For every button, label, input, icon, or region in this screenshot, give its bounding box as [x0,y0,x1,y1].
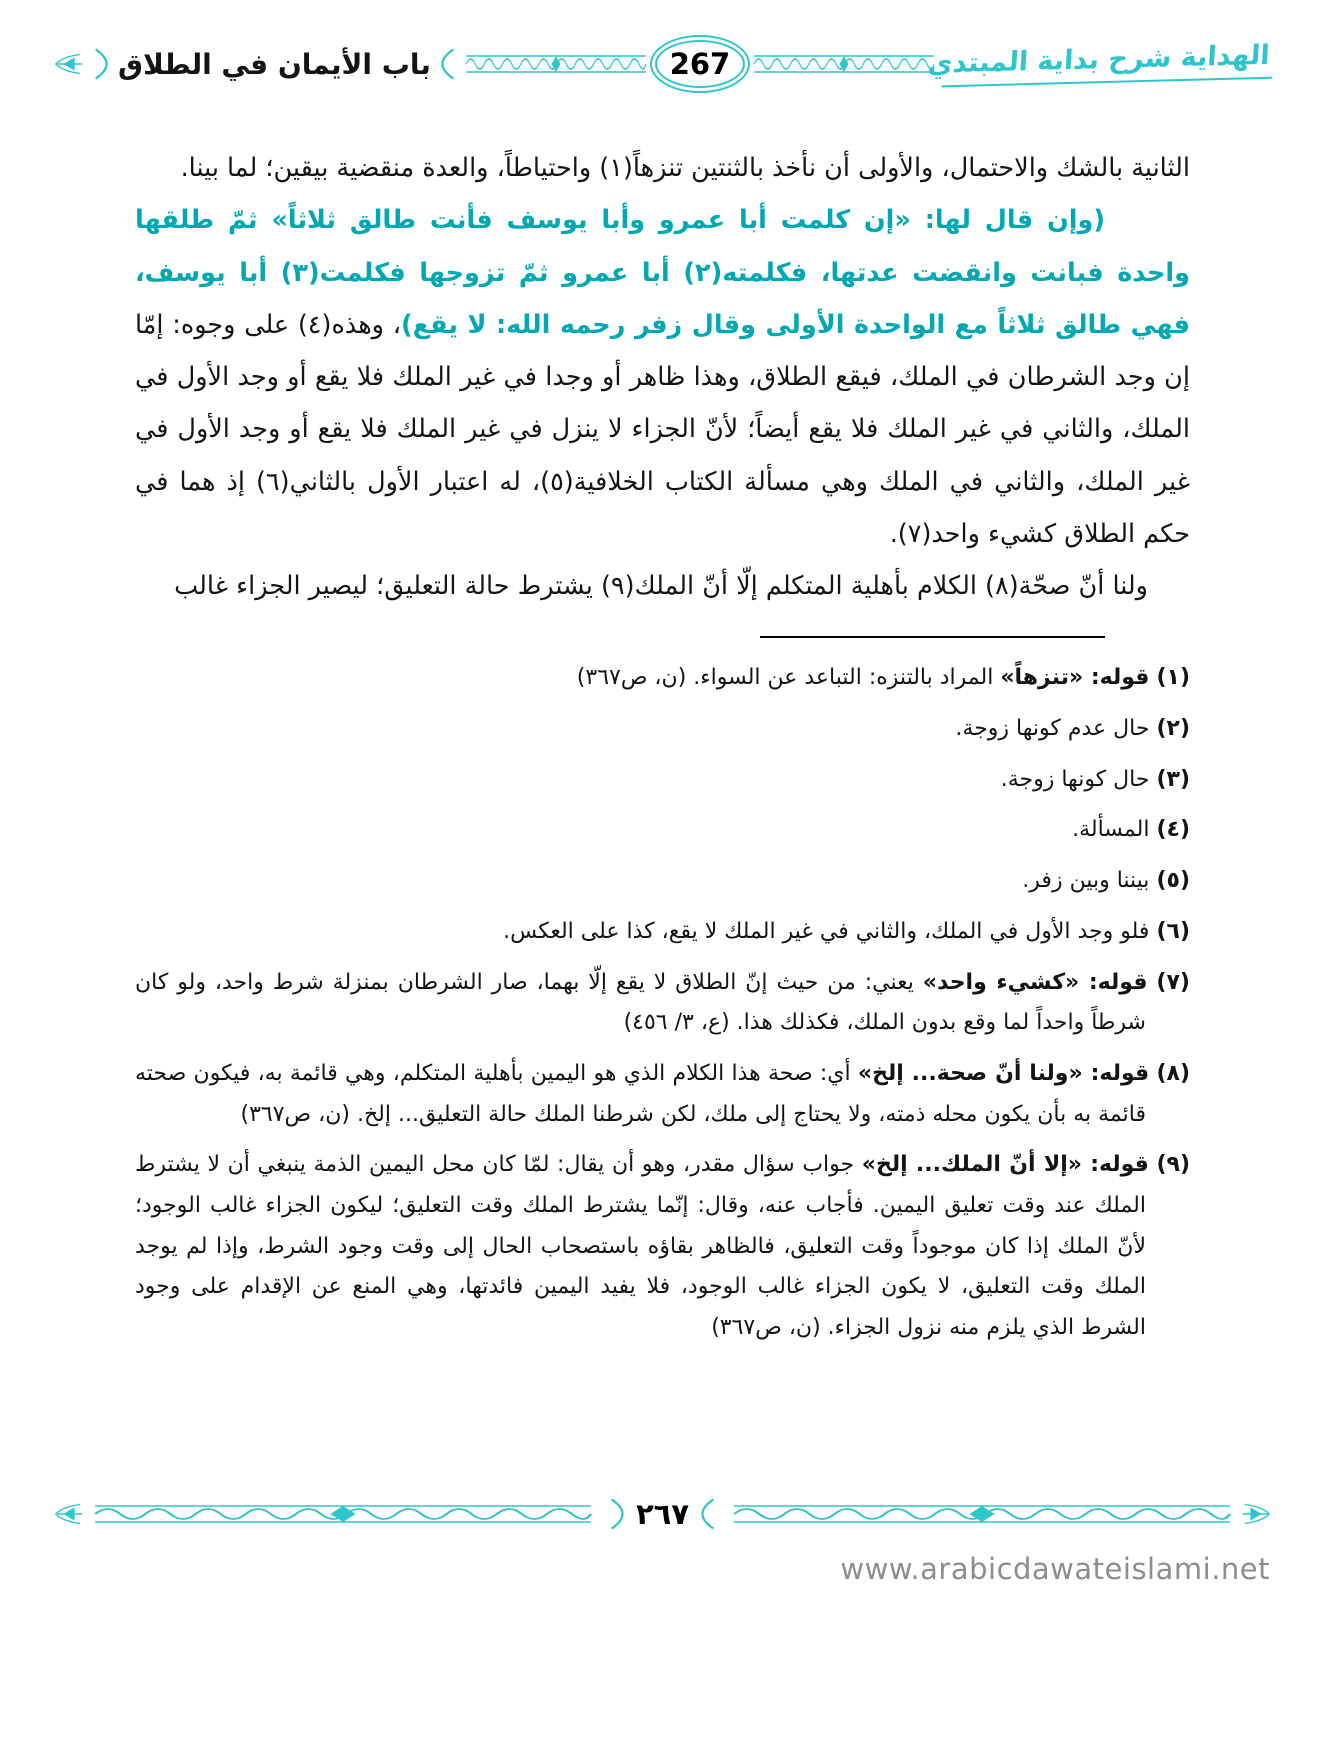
page-number: 267 [669,47,731,81]
footnote-number: (٨) [1156,1060,1191,1086]
footnote-text: حال كونها زوجة. [1000,766,1150,792]
footnote [135,658,1190,699]
footnote [135,912,1190,953]
ornament-rule [92,1496,594,1532]
ornament-wing [92,44,112,84]
footnote-text: يعني: من حيث إنّ الطلاق لا يقع إلّا بهما، صار الشرطان بمنزلة شرط واحد، ولو كان شرطاً واحداً لما وقع بدون الملك، فكذلك هذا. (ع، ٣/ ٤٥٦) [135,969,1146,1036]
body-paragraph-3: ولنا أنّ صحّة(٨) الكلام بأهلية المتكلم إلّا أنّ الملك(٩) يشترط حالة التعليق؛ ليصير الجزاء غالب [174,571,1148,602]
footnote [135,1145,1190,1348]
footnote-lead: قوله: «كشيء واحد» [922,969,1148,995]
footnote-number: (١) [1156,665,1190,691]
footnote-text: جواب سؤال مقدر، وهو أن يقال: لمّا كان محل اليمين الذمة ينبغي أن لا يشترط الملك عند وقت تعليق اليمين. فأجاب عنه، وقال: إنّما يشترط الملك وقت التعليق؛ ليكون الجزاء غالب الوجود؛ لأنّ الملك إذا كان موجوداً وقت التعليق، فالظاهر بقاؤه باستصحاب الحال إلى وقت وجود الشرط، وإذا لم يوجد الملك وقت التعليق، لا يكون الجزاء غالب الوجود، فلا يفيد اليمين فائدتها، وهي المنع عن الإقدام على وجود الشرط الذي يلزم منه نزول الجزاء. (ن، ص٣٦٧) [135,1152,1146,1341]
main-text [135,142,1190,612]
footnote-number: (٩) [1156,1152,1190,1178]
ornament-finial [1241,1497,1273,1531]
footer-ornament-band [52,1482,1273,1546]
ornament-rule [753,46,935,82]
footnote-text: حال عدم كونها زوجة. [955,716,1150,742]
footnote [135,861,1190,902]
footnote-text: أي: صحة هذا الكلام الذي هو اليمين بأهلية المتكلم، وهي قائمة به، فيكون صحته قائمة به بأن يكون محله ذمته، ولا يحتاج إلى ملك، لكن شرطنا الملك حالة التعليق... إلخ. (ن، ص٣٦٧) [135,1060,1146,1127]
ornament-wing [697,1494,717,1534]
footnote-text: المسألة. [1072,817,1150,843]
chapter-title-box [92,44,457,84]
footer-page-number-box [602,1494,723,1534]
footnote-number: (٧) [1156,969,1190,995]
page-number-badge [655,40,745,88]
matn-text: (وإن قال لها: «إن كلمت أبا عمرو وأبا يوسف فأنت طالق ثلاثاً» ثمّ طلقها واحدة فبانت وانقضت عدتها، فكلمته(٢) أبا عمرو ثمّ تزوجها فكلمت(٣) أبا يوسف، فهي طالق ثلاثاً مع الواحدة الأولى وقال زفر رحمه الله: لا يقع) [135,205,1190,340]
footnote-lead: قوله: «إلا أنّ الملك... إلخ» [861,1152,1149,1178]
website-url: www.arabicdawateislami.net [840,1552,1270,1586]
ornament-rule [465,46,647,82]
book-title-calligraphy: الهداية شرح بداية المبتدي [942,41,1275,87]
ornament-wing [608,1494,628,1534]
footnote [135,810,1190,851]
footnote-text: فلو وجد الأول في الملك، والثاني في غير الملك لا يقع، كذا على العكس. [503,918,1150,944]
chapter-title: باب الأيمان في الطلاق [118,47,431,81]
body-paragraph-1: الثانية بالشك والاحتمال، والأولى أن نأخذ بالثنتين تنزهاً(١) واحتياطاً، والعدة منقضية بيقين؛ لما بينا. [180,153,1190,183]
ornament-wing [437,44,457,84]
ornament-finial [52,47,84,81]
footnote-text: بيننا وبين زفر. [1022,868,1150,894]
footer-page-number: ٢٦٧ [635,1497,690,1531]
page-content [135,142,1190,1359]
footnote [135,709,1190,750]
footnotes-section [135,658,1190,1348]
footnote-number: (٦) [1156,918,1190,944]
footnote-number: (٥) [1156,868,1190,894]
footnote-number: (٤) [1156,817,1190,843]
body-paragraph-2 [135,194,1190,560]
footnote-lead: قوله: «تنزهاً» [1000,665,1150,691]
footnote-separator [760,636,1105,638]
footnote-text: المراد بالتنزه: التباعد عن السواء. (ن، ص٣٦٧) [576,665,994,691]
ornament-finial [52,1497,84,1531]
header-ornament-band [52,30,1273,98]
footnote [135,963,1190,1044]
ornament-rule [731,1496,1233,1532]
footnote [135,1054,1190,1135]
footnote-number: (٣) [1156,766,1190,792]
sharh-text: ، وهذه(٤) على وجوه: إمّا إن وجد الشرطان في الملك، فيقع الطلاق، وهذا ظاهر أو وجدا في غير الملك فلا يقع أو وجد الأول في الملك، والثاني في غير الملك فلا يقع أيضاً؛ لأنّ الجزاء لا ينزل في غير الملك فلا يقع أو وجد الأول في غير الملك، والثاني في الملك وهي مسألة الكتاب الخلافية(٥)، له اعتبار الأول بالثاني(٦) إذ هما في حكم الطلاق كشيء واحد(٧). [135,309,1190,549]
footnote [135,760,1190,801]
footnote-lead: قوله: «ولنا أنّ صحة... إلخ» [857,1060,1150,1086]
footnote-number: (٢) [1156,716,1190,742]
